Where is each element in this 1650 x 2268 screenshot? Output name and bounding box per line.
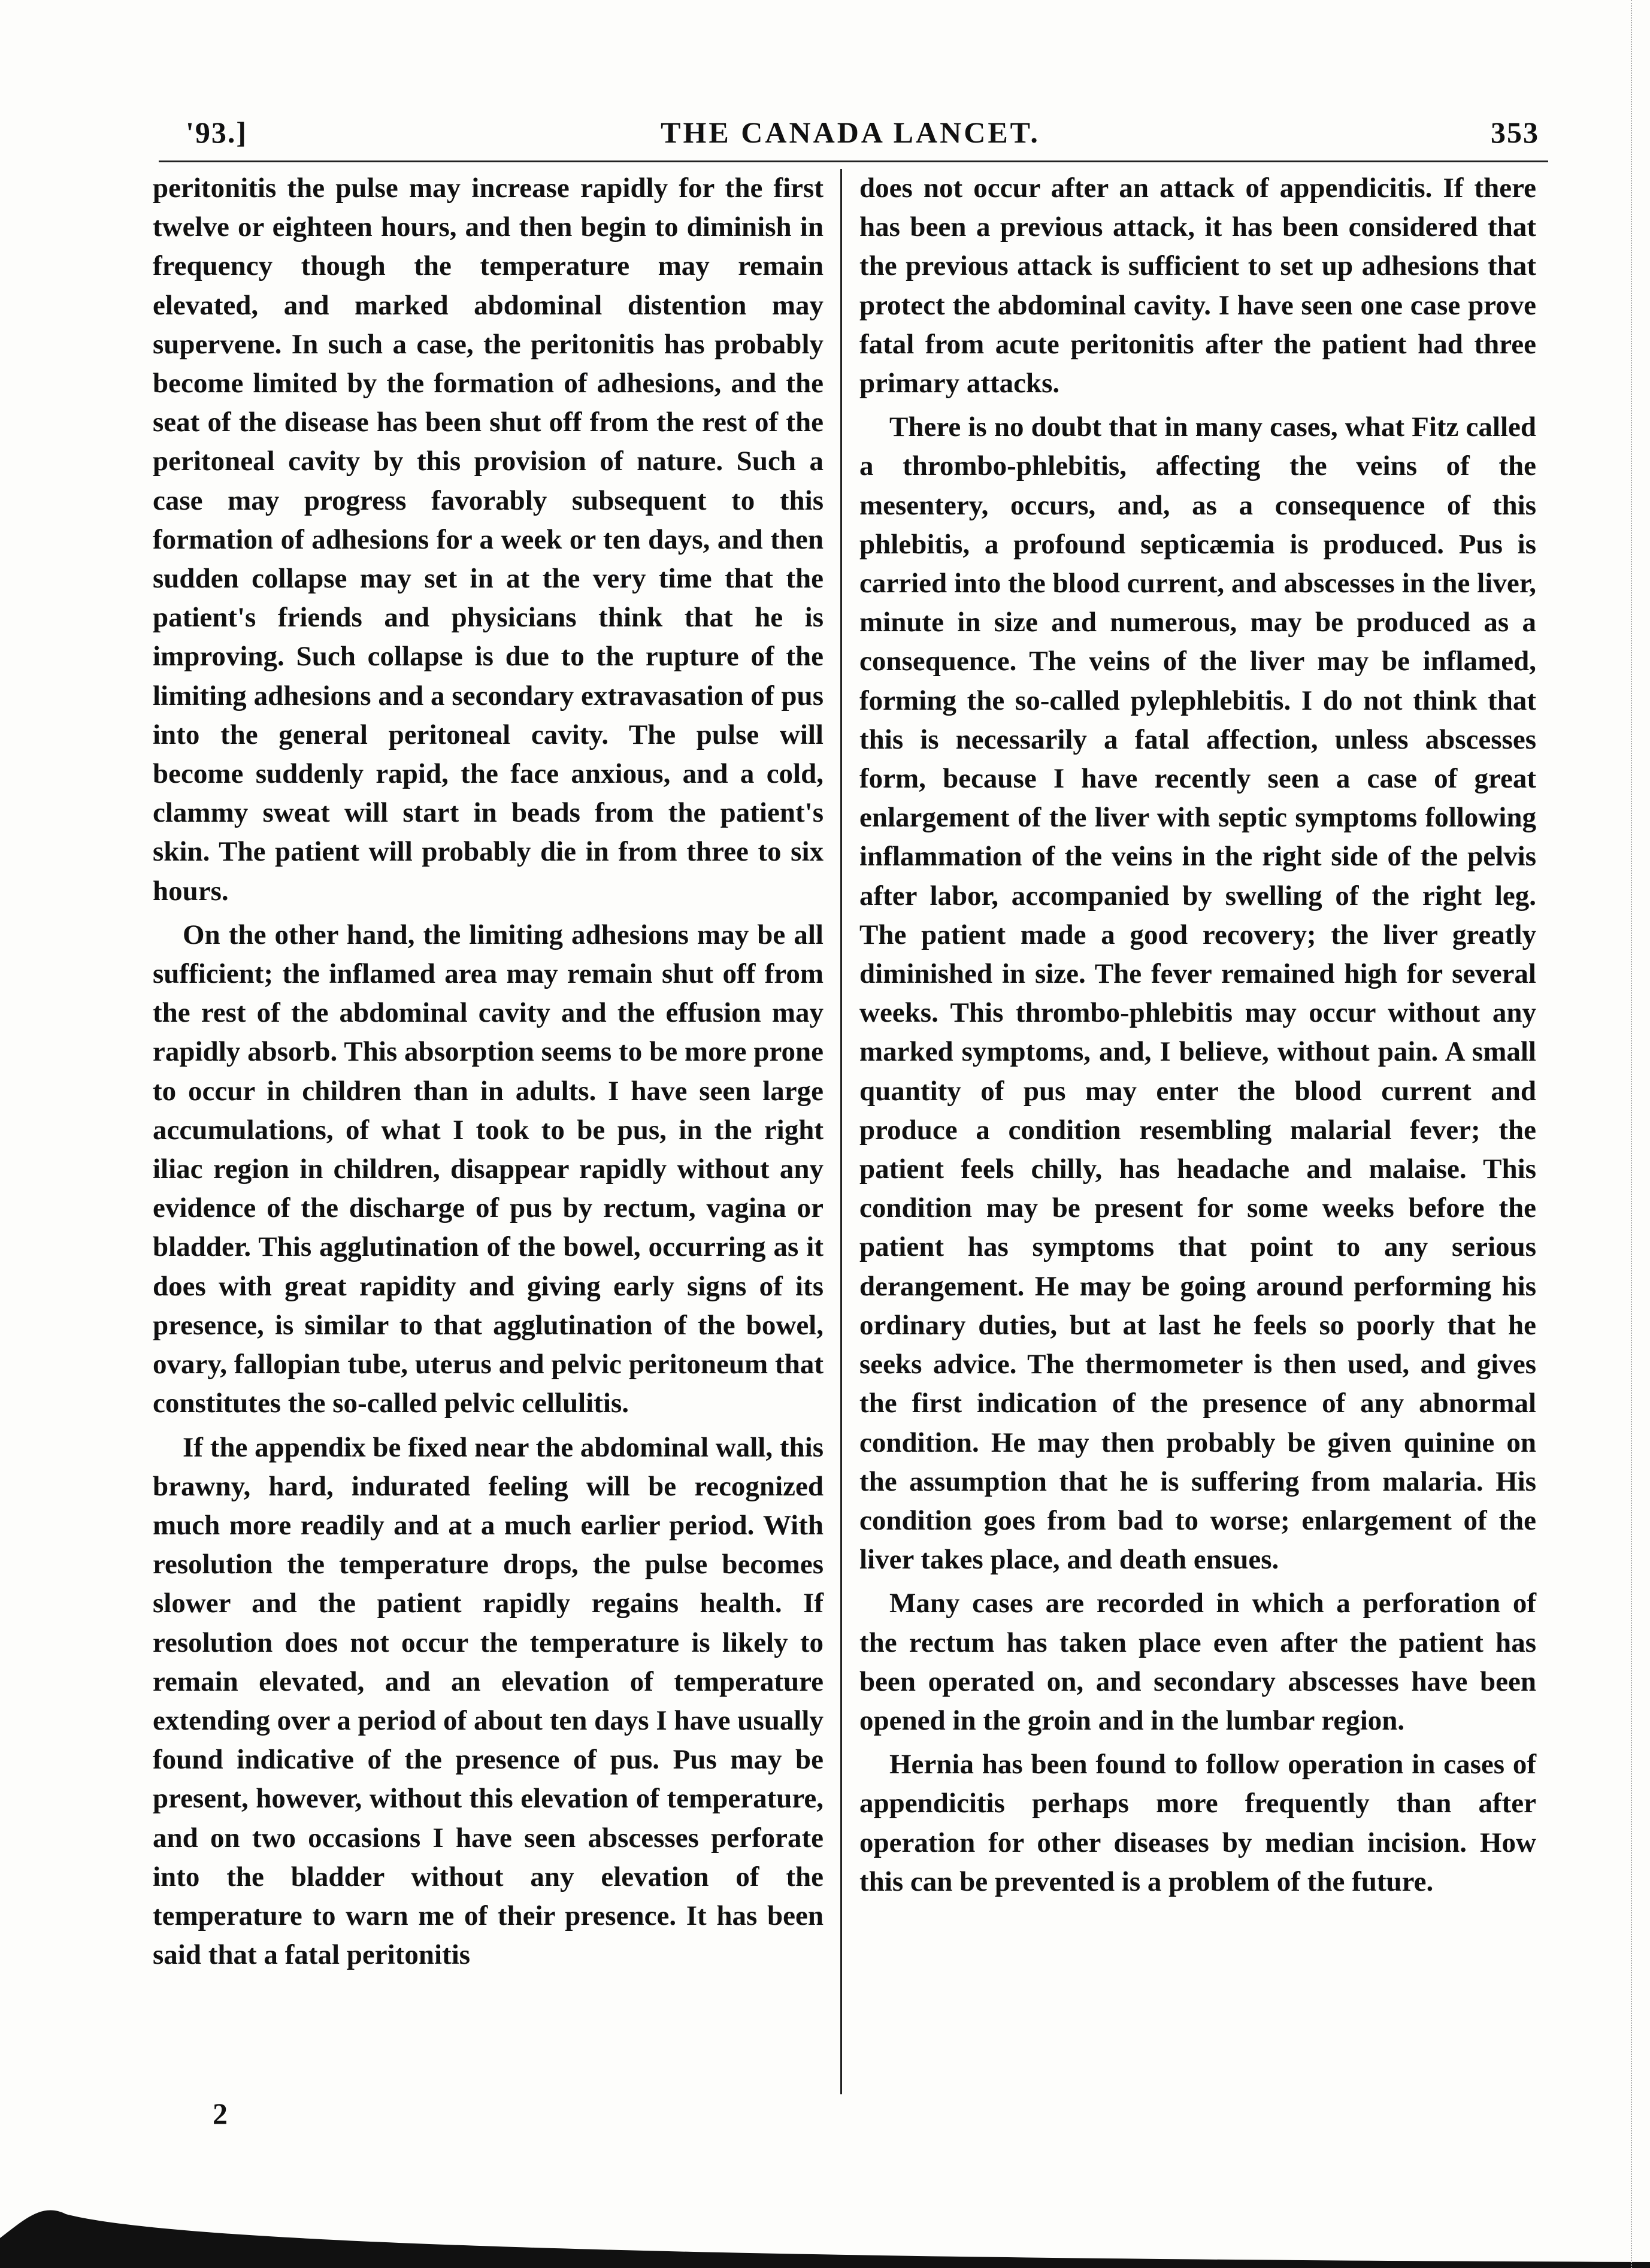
paragraph: peritonitis the pulse may increase rapidly for the first twelve or eighteen hours, and then begin to diminish in frequency though the temperature may remain elevated, and marked abdominal distention may supervene. In such a case, the peritonitis has probably become limited by the formation of adhesions, and the seat of the disease has been shut off from the rest of the peritoneal cavity by this provision of nature. Such a case may progress favorably subsequent to this formation of adhesions for a week or ten days, and then sudden collapse may set in at the very time that the patient's friends and physicians think that he is improving. Such collapse is due to the rupture of the limiting adhesions and a secondary extravasation of pus into the general peritoneal cavity. The pulse will become suddenly rapid, the face anxious, and a cold, clammy sweat will start in beads from the patient's skin. The patient will probably die in from three to six hours. — [153, 172, 824, 907]
paragraph: Hernia has been found to follow operation in cases of appendicitis perhaps more frequently than after operation for other diseases by median incision. How this can be prevented is a problem of the future. — [859, 1749, 1536, 1897]
paragraph: On the other hand, the limiting adhesions may be all sufficient; the inflamed area may remain shut off from the rest of the abdominal cavity and the effusion may rapidly absorb. This absorption seems to be more prone to occur in children than in adults. I have seen large accumulations, of what I took to be pus, in the right iliac region in children, disappear rapidly without any evidence of the discharge of pus by rectum, vagina or bladder. This agglutination of the bowel, occurring as it does with great rapidity and giving early signs of its presence, is similar to that agglutination of the bowel, ovary, fallopian tube, uterus and pelvic peritoneum that constitutes the so-called pelvic cellulitis. — [153, 919, 824, 1419]
scan-edge-shadow — [0, 2202, 1650, 2268]
column-divider — [840, 169, 842, 2094]
paragraph: If the appendix be fixed near the abdominal wall, this brawny, hard, indurated feeling will be recognized much more readily and at a much earlier period. With resolution the temperature drops, the pulse becomes slower and the patient rapidly regains health. If resolution does not occur the temperature is likely to remain elevated, and an elevation of temperature extending over a period of about ten days I have usually found indicative of the presence of pus. Pus may be present, however, without this elevation of temperature, and on two occasions I have seen abscesses perforate into the bladder without any elevation of the temperature to warn me of their presence. It has been said that a fatal peritonitis — [153, 1431, 824, 1971]
header-year: '93.] — [186, 116, 248, 149]
right-column — [859, 169, 1536, 1901]
paragraph: There is no doubt that in many cases, what Fitz called a thrombo-phlebitis, affecting the veins of the mesentery, occurs, and, as a consequence of this phlebitis, a profound septicæmia is produced. Pus is carried into the blood current, and abscesses in the liver, minute in size and numerous, may be produced as a consequence. The veins of the liver may be inflamed, forming the so-called pylephlebitis. I do not think that this is necessarily a fatal affection, unless abscesses form, because I have recently seen a case of great enlargement of the liver with septic symptoms following inflammation of the veins in the right side of the pelvis after labor, accompanied by swelling of the right leg. The patient made a good recovery; the liver greatly diminished in size. The fever remained high for several weeks. This thrombo-phlebitis may occur without any marked symptoms, and, I believe, without pain. A small quantity of pus may enter the blood current and produce a condition resembling malarial fever; the patient feels chilly, has headache and malaise. This condition may be present for some weeks before the patient has symptoms that point to any serious derangement. He may be going around performing his ordinary duties, but at last he feels so poorly that he seeks advice. The thermometer is then used, and gives the first indication of the presence of any abnormal condition. He may then probably be given quinine on the assumption that he is suffering from malaria. His condition goes from bad to worse; enlargement of the liver takes place, and death ensues. — [859, 411, 1536, 1576]
running-header — [162, 109, 1539, 157]
journal-title: THE CANADA LANCET. — [661, 116, 1040, 149]
left-column — [153, 169, 824, 1975]
header-rule — [159, 161, 1548, 162]
signature-mark: 2 — [213, 2097, 228, 2130]
paragraph: does not occur after an attack of appendicitis. If there has been a previous attack, it has been considered that the previous attack is sufficient to set up adhesions that protect the abdominal cavity. I have seen one case prove fatal from acute peritonitis after the patient had three primary attacks. — [859, 172, 1536, 399]
scan-margin-dots — [1631, 0, 1650, 2268]
page-number: 353 — [1491, 116, 1539, 149]
paragraph: Many cases are recorded in which a perforation of the rectum has taken place even after the patient has been operated on, and secondary abscesses have been opened in the groin and in the lumbar region. — [859, 1588, 1536, 1736]
